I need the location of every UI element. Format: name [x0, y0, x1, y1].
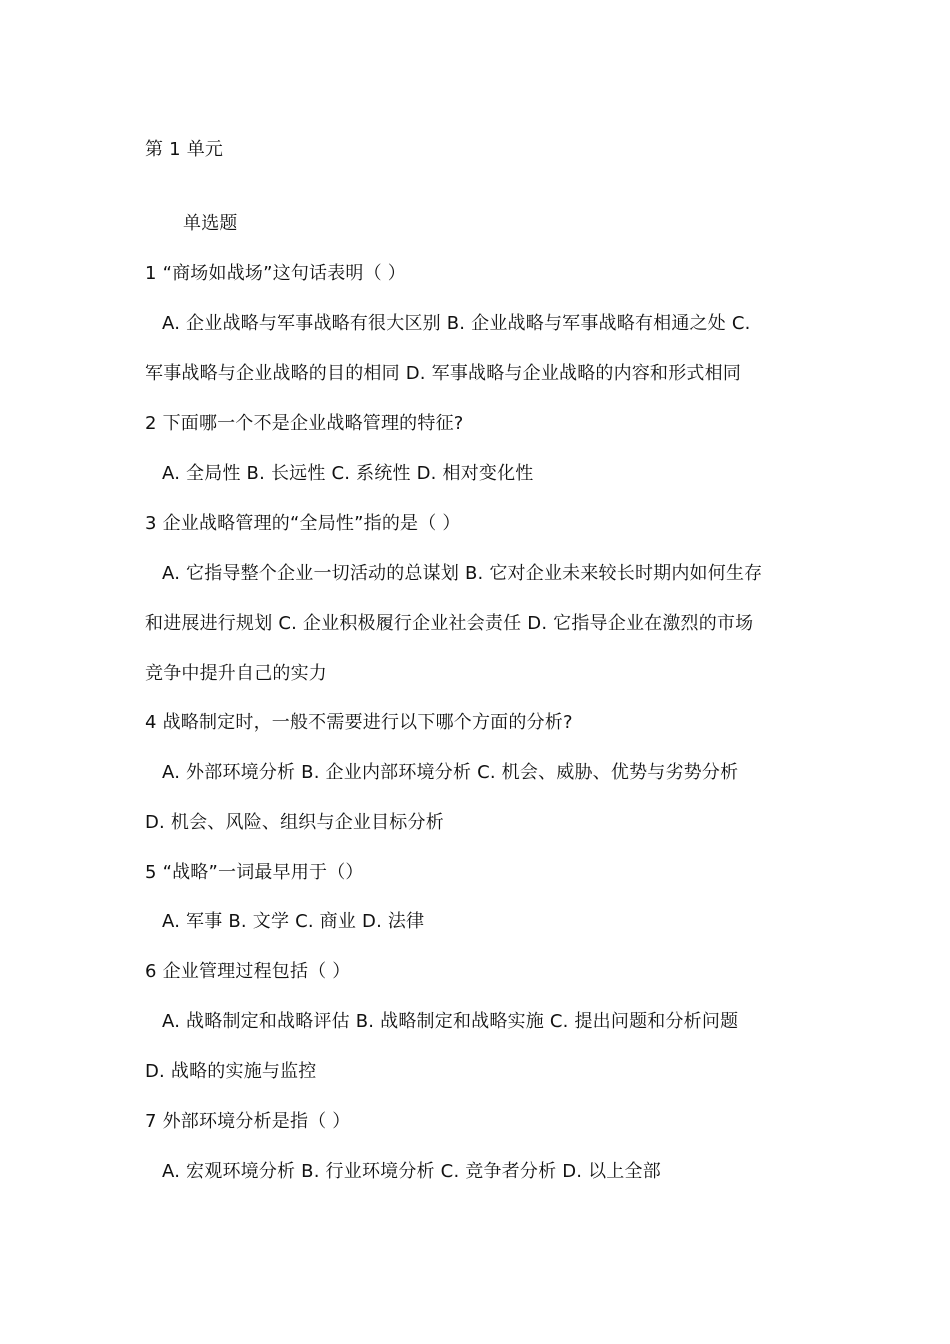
question-7-options: A. 宏观环境分析 B. 行业环境分析 C. 竞争者分析 D. 以上全部 — [162, 1161, 661, 1182]
question-3-options: A. 它指导整个企业一切活动的总谋划 B. 它对企业未来较长时期内如何生存 — [162, 563, 763, 584]
question-5: 5 “战略”一词最早用于（） — [145, 862, 364, 883]
question-1-options-cont: 军事战略与企业战略的目的相同 D. 军事战略与企业战略的内容和形式相同 — [145, 363, 742, 384]
question-4: 4 战略制定时，一般不需要进行以下哪个方面的分析? — [145, 712, 573, 733]
question-6: 6 企业管理过程包括（ ） — [145, 961, 351, 982]
question-4-options: A. 外部环境分析 B. 企业内部环境分析 C. 机会、威胁、优势与劣势分析 — [162, 762, 739, 783]
question-5-options: A. 军事 B. 文学 C. 商业 D. 法律 — [162, 911, 425, 932]
question-2-options: A. 全局性 B. 长远性 C. 系统性 D. 相对变化性 — [162, 463, 534, 484]
question-1-options: A. 企业战略与军事战略有很大区别 B. 企业战略与军事战略有相通之处 C. — [162, 313, 751, 334]
question-3-options-cont-2: 竞争中提升自己的实力 — [145, 663, 327, 684]
unit-title: 第 1 单元 — [145, 139, 224, 160]
question-1: 1 “商场如战场”这句话表明（ ） — [145, 263, 406, 284]
question-6-options: A. 战略制定和战略评估 B. 战略制定和战略实施 C. 提出问题和分析问题 — [162, 1011, 739, 1032]
question-4-options-cont: D. 机会、风险、组织与企业目标分析 — [145, 812, 444, 833]
question-3-options-cont: 和进展进行规划 C. 企业积极履行企业社会责任 D. 它指导企业在激烈的市场 — [145, 613, 754, 634]
section-title: 单选题 — [183, 213, 238, 234]
question-7: 7 外部环境分析是指（ ） — [145, 1111, 351, 1132]
question-3: 3 企业战略管理的“全局性”指的是（ ） — [145, 513, 461, 534]
question-2: 2 下面哪一个不是企业战略管理的特征? — [145, 413, 464, 434]
question-6-options-cont: D. 战略的实施与监控 — [145, 1061, 317, 1082]
